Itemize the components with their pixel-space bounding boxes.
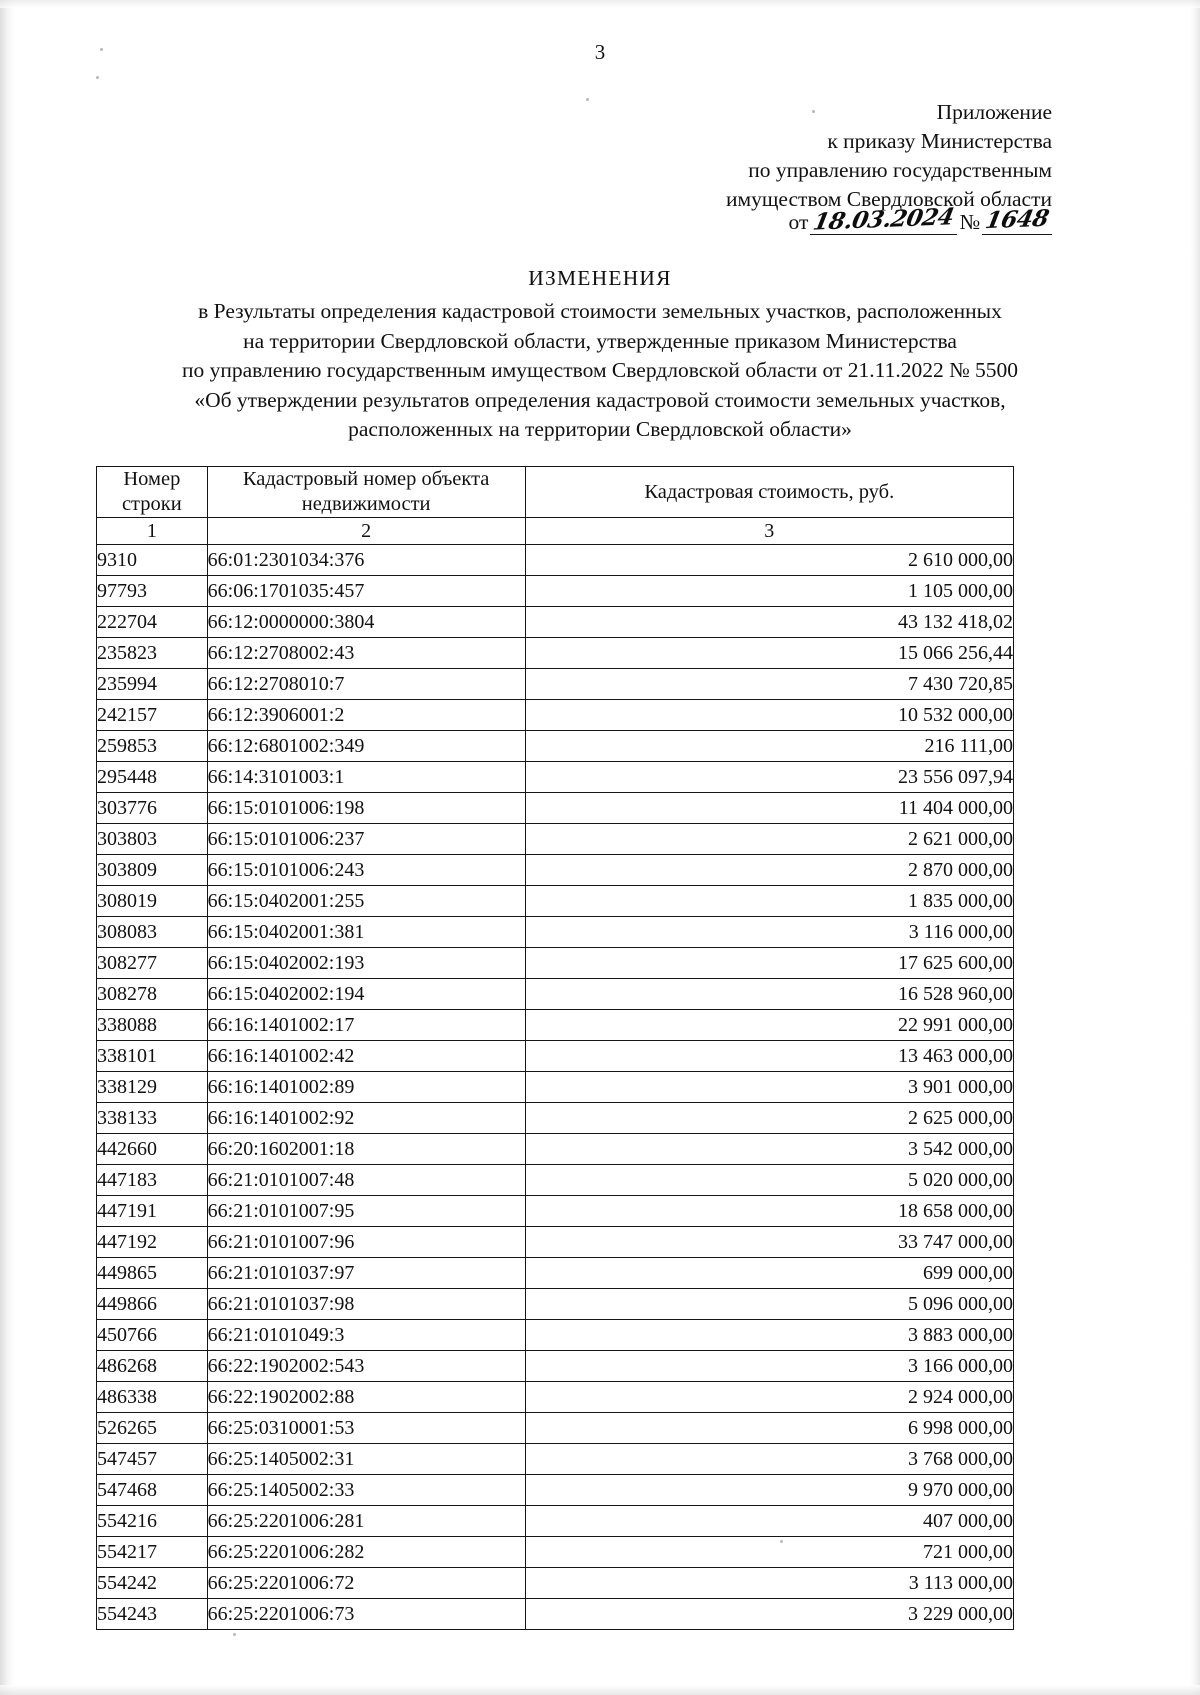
cell-cadastral-number: 66:15:0402001:255 [207, 886, 525, 917]
table-row [97, 1351, 1014, 1382]
cell-cadastral-number: 66:16:1401002:42 [207, 1041, 525, 1072]
table-row [97, 793, 1014, 824]
cell-cadastral-number: 66:12:0000000:3804 [207, 607, 525, 638]
cell-cadastral-number: 66:21:0101049:3 [207, 1320, 525, 1351]
cell-row-number: 308278 [97, 979, 208, 1010]
table-row [97, 1134, 1014, 1165]
cell-cadastral-value: 5 096 000,00 [525, 1289, 1013, 1320]
table-row [97, 1537, 1014, 1568]
issued-date-slot [810, 203, 957, 236]
cell-cadastral-number: 66:15:0101006:243 [207, 855, 525, 886]
cell-row-number: 447192 [97, 1227, 208, 1258]
column-index-2: 2 [207, 518, 525, 545]
table-row [97, 1227, 1014, 1258]
table-row [97, 1072, 1014, 1103]
table-row [97, 824, 1014, 855]
cell-cadastral-number: 66:25:2201006:281 [207, 1506, 525, 1537]
appendix-header-line-1: Приложение [936, 100, 1052, 124]
cell-cadastral-value: 1 835 000,00 [525, 886, 1013, 917]
table-row [97, 855, 1014, 886]
cell-row-number: 547457 [97, 1444, 208, 1475]
cell-cadastral-number: 66:25:2201006:72 [207, 1568, 525, 1599]
cell-row-number: 442660 [97, 1134, 208, 1165]
issued-line [788, 203, 1052, 236]
cell-cadastral-value: 7 430 720,85 [525, 669, 1013, 700]
cell-row-number: 447183 [97, 1165, 208, 1196]
cell-row-number: 242157 [97, 700, 208, 731]
cell-cadastral-value: 2 625 000,00 [525, 1103, 1013, 1134]
cell-row-number: 303803 [97, 824, 208, 855]
number-symbol-label: № [959, 210, 980, 234]
document-subtitle-line-2: на территории Свердловской области, утвержденные приказом Министерства [243, 328, 957, 353]
table-row [97, 731, 1014, 762]
table-row [97, 979, 1014, 1010]
table-row [97, 1599, 1014, 1630]
cell-cadastral-value: 5 020 000,00 [525, 1165, 1013, 1196]
table-row [97, 638, 1014, 669]
cell-row-number: 547468 [97, 1475, 208, 1506]
table-row [97, 607, 1014, 638]
table-row [97, 576, 1014, 607]
appendix-header-line-3: по управлению государственным [748, 158, 1052, 182]
table-row [97, 1475, 1014, 1506]
table-row [97, 1165, 1014, 1196]
cell-cadastral-number: 66:22:1902002:88 [207, 1382, 525, 1413]
cell-cadastral-number: 66:25:1405002:33 [207, 1475, 525, 1506]
cell-cadastral-number: 66:21:0101007:48 [207, 1165, 525, 1196]
table-row [97, 1506, 1014, 1537]
column-header-row-number [97, 467, 208, 518]
cell-cadastral-value: 18 658 000,00 [525, 1196, 1013, 1227]
cell-row-number: 554217 [97, 1537, 208, 1568]
cell-cadastral-number: 66:25:2201006:73 [207, 1599, 525, 1630]
cell-row-number: 554242 [97, 1568, 208, 1599]
cell-cadastral-number: 66:06:1701035:457 [207, 576, 525, 607]
column-header-cadastral-number-line1: Кадастровый номер объекта [242, 468, 490, 490]
table-row [97, 1320, 1014, 1351]
table-row [97, 1010, 1014, 1041]
cell-cadastral-value: 13 463 000,00 [525, 1041, 1013, 1072]
cell-cadastral-number: 66:15:0402001:381 [207, 917, 525, 948]
scan-speck [233, 1633, 236, 1636]
cell-row-number: 554243 [97, 1599, 208, 1630]
cell-cadastral-number: 66:15:0402002:193 [207, 948, 525, 979]
table-row [97, 700, 1014, 731]
cell-cadastral-value: 16 528 960,00 [525, 979, 1013, 1010]
cell-cadastral-number: 66:16:1401002:92 [207, 1103, 525, 1134]
cell-row-number: 338101 [97, 1041, 208, 1072]
table-row [97, 917, 1014, 948]
column-header-cadastral-number-line2: недвижимости [301, 493, 431, 515]
cell-cadastral-number: 66:12:3906001:2 [207, 700, 525, 731]
column-header-row-number-line1: Номер [123, 468, 181, 490]
table-row [97, 1444, 1014, 1475]
document-subtitle-line-5: расположенных на территории Свердловской области» [348, 417, 852, 441]
cell-cadastral-value: 10 532 000,00 [525, 700, 1013, 731]
scan-speck [586, 98, 589, 101]
cell-row-number: 308019 [97, 886, 208, 917]
table-row [97, 1568, 1014, 1599]
cell-row-number: 303809 [97, 855, 208, 886]
cell-row-number: 97793 [97, 576, 208, 607]
cell-row-number: 222704 [97, 607, 208, 638]
cell-cadastral-number: 66:16:1401002:89 [207, 1072, 525, 1103]
column-header-row-number-line2: строки [121, 493, 182, 515]
cell-row-number: 235823 [97, 638, 208, 669]
issued-prefix-label: от [788, 210, 809, 234]
appendix-header [726, 98, 1052, 214]
cell-cadastral-value: 3 542 000,00 [525, 1134, 1013, 1165]
appendix-header-line-2: к приказу Министерства [827, 129, 1052, 153]
cell-cadastral-value: 15 066 256,44 [525, 638, 1013, 669]
column-index-1: 1 [97, 518, 208, 545]
cell-cadastral-value: 3 229 000,00 [525, 1599, 1013, 1630]
table-row [97, 1258, 1014, 1289]
cell-row-number: 526265 [97, 1413, 208, 1444]
cell-cadastral-number: 66:15:0101006:237 [207, 824, 525, 855]
table-row [97, 545, 1014, 576]
scan-edge-bottom [0, 1685, 1200, 1695]
cell-row-number: 303776 [97, 793, 208, 824]
cell-cadastral-value: 699 000,00 [525, 1258, 1013, 1289]
table-row [97, 1289, 1014, 1320]
table-row [97, 1382, 1014, 1413]
document-subtitle [0, 297, 1200, 445]
table-row [97, 1413, 1014, 1444]
cell-row-number: 486338 [97, 1382, 208, 1413]
cell-cadastral-value: 721 000,00 [525, 1537, 1013, 1568]
cell-cadastral-value: 2 924 000,00 [525, 1382, 1013, 1413]
cell-cadastral-number: 66:21:0101037:98 [207, 1289, 525, 1320]
table-row [97, 1196, 1014, 1227]
cell-cadastral-value: 17 625 600,00 [525, 948, 1013, 979]
cadastral-values-table [96, 466, 1014, 1630]
table-row [97, 669, 1014, 700]
cell-cadastral-value: 6 998 000,00 [525, 1413, 1013, 1444]
table-index-row [97, 518, 1014, 545]
cell-cadastral-number: 66:21:0101037:97 [207, 1258, 525, 1289]
cell-row-number: 235994 [97, 669, 208, 700]
scan-speck [96, 76, 99, 79]
cell-cadastral-number: 66:21:0101007:96 [207, 1227, 525, 1258]
cell-cadastral-value: 9 970 000,00 [525, 1475, 1013, 1506]
table-row [97, 948, 1014, 979]
cell-row-number: 449866 [97, 1289, 208, 1320]
cell-cadastral-number: 66:16:1401002:17 [207, 1010, 525, 1041]
cell-row-number: 338129 [97, 1072, 208, 1103]
cell-row-number: 338088 [97, 1010, 208, 1041]
scan-edge-left [0, 0, 14, 1695]
cell-cadastral-value: 3 116 000,00 [525, 917, 1013, 948]
issued-number-slot [982, 206, 1052, 235]
cell-row-number: 486268 [97, 1351, 208, 1382]
cell-row-number: 295448 [97, 762, 208, 793]
issued-date-handwritten: 18.03.2024 [811, 203, 957, 236]
cell-cadastral-number: 66:01:2301034:376 [207, 545, 525, 576]
column-header-cadastral-value: Кадастровая стоимость, руб. [525, 467, 1013, 518]
cell-cadastral-value: 2 610 000,00 [525, 545, 1013, 576]
cell-cadastral-number: 66:12:2708010:7 [207, 669, 525, 700]
table-row [97, 886, 1014, 917]
cell-cadastral-value: 3 768 000,00 [525, 1444, 1013, 1475]
cell-cadastral-number: 66:12:6801002:349 [207, 731, 525, 762]
table-row [97, 1103, 1014, 1134]
table-body [97, 545, 1014, 1630]
cell-cadastral-number: 66:15:0402002:194 [207, 979, 525, 1010]
cell-cadastral-number: 66:22:1902002:543 [207, 1351, 525, 1382]
cell-cadastral-number: 66:25:1405002:31 [207, 1444, 525, 1475]
appendix-header-line-4: имуществом Свердловской области [726, 187, 1052, 211]
cell-cadastral-value: 43 132 418,02 [525, 607, 1013, 638]
cell-cadastral-number: 66:20:1602001:18 [207, 1134, 525, 1165]
cell-cadastral-value: 407 000,00 [525, 1506, 1013, 1537]
cell-cadastral-value: 3 113 000,00 [525, 1568, 1013, 1599]
document-subtitle-line-4: «Об утверждении результатов определения кадастровой стоимости земельных участков, [194, 387, 1006, 412]
cell-cadastral-value: 23 556 097,94 [525, 762, 1013, 793]
cell-cadastral-number: 66:25:2201006:282 [207, 1537, 525, 1568]
cell-cadastral-value: 33 747 000,00 [525, 1227, 1013, 1258]
cell-row-number: 447191 [97, 1196, 208, 1227]
cell-cadastral-number: 66:12:2708002:43 [207, 638, 525, 669]
cell-cadastral-value: 2 870 000,00 [525, 855, 1013, 886]
document-title: ИЗМЕНЕНИЯ [528, 266, 672, 290]
document-subtitle-line-3: по управлению государственным имуществом Свердловской области от 21.11.2022 № 5500 [182, 358, 1018, 382]
cell-row-number: 259853 [97, 731, 208, 762]
cell-cadastral-value: 2 621 000,00 [525, 824, 1013, 855]
cell-row-number: 338133 [97, 1103, 208, 1134]
cell-row-number: 450766 [97, 1320, 208, 1351]
cell-row-number: 449865 [97, 1258, 208, 1289]
cell-cadastral-number: 66:25:0310001:53 [207, 1413, 525, 1444]
cell-row-number: 308083 [97, 917, 208, 948]
scan-edge-right [1190, 0, 1200, 1695]
column-index-3: 3 [525, 518, 1013, 545]
document-subtitle-line-1: в Результаты определения кадастровой стоимости земельных участков, расположенных [198, 299, 1002, 323]
cell-cadastral-number: 66:21:0101007:95 [207, 1196, 525, 1227]
column-header-cadastral-number [207, 467, 525, 518]
cell-cadastral-number: 66:14:3101003:1 [207, 762, 525, 793]
cell-cadastral-value: 1 105 000,00 [525, 576, 1013, 607]
cell-row-number: 9310 [97, 545, 208, 576]
scan-edge-top [0, 0, 1200, 8]
table-header [97, 467, 1014, 545]
table-row [97, 1041, 1014, 1072]
issued-number-handwritten: 1648 [983, 204, 1051, 235]
cell-cadastral-value: 216 111,00 [525, 731, 1013, 762]
cell-cadastral-value: 11 404 000,00 [525, 793, 1013, 824]
cell-cadastral-value: 3 901 000,00 [525, 1072, 1013, 1103]
cell-cadastral-value: 22 991 000,00 [525, 1010, 1013, 1041]
table-row [97, 762, 1014, 793]
cell-row-number: 308277 [97, 948, 208, 979]
cell-cadastral-value: 3 883 000,00 [525, 1320, 1013, 1351]
cell-cadastral-number: 66:15:0101006:198 [207, 793, 525, 824]
cell-row-number: 554216 [97, 1506, 208, 1537]
table-header-row [97, 467, 1014, 518]
cell-cadastral-value: 3 166 000,00 [525, 1351, 1013, 1382]
page-number: 3 [594, 40, 606, 64]
